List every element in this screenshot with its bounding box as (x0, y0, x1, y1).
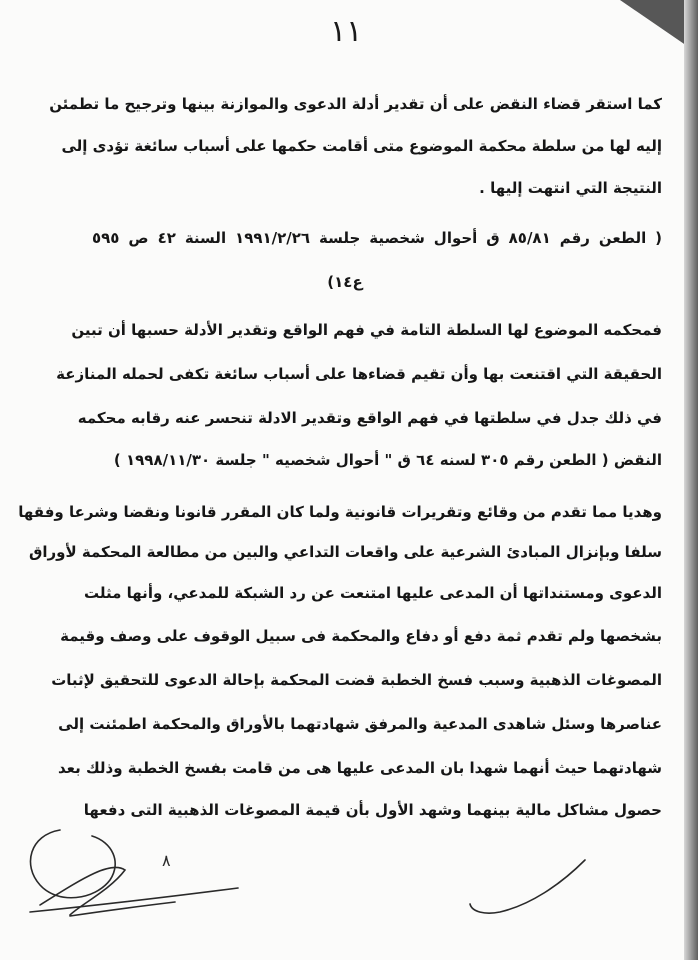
margin-mark: ٨ (162, 851, 171, 870)
text-line-10: بشخصها ولم تقدم ثمة دفع أو دفاع والمحكمة فى سبيل الوقوف على وصف وقيمة (60, 627, 662, 645)
citation-line-3: النقض ( الطعن رقم ٣٠٥ لسنه ٦٤ ق " أحوال شخصيه " جلسة ١٩٩٨/١١/٣٠ ) (113, 451, 662, 469)
citation-line-1: ( الطعن رقم ٨٥/٨١ ق أحوال شخصية جلسة ١٩٩١/٢/٢٦ السنة ٤٢ ص ٥٩٥ (92, 229, 663, 247)
right-signature (470, 860, 585, 913)
text-line-2: إليه لها من سلطة محكمة الموضوع متى أقامت حكمها على أسباب سائغة تؤدى إلى (61, 137, 662, 155)
text-line-1: كما استقر قضاء النقض على أن تقدير أدلة الدعوى والموازنة بينها وترجيح ما تطمئن (49, 95, 662, 113)
page-shadow-edge (684, 0, 698, 960)
text-line-6: في ذلك جدل في سلطتها في فهم الواقع وتقدير الادلة تنحسر عنه رقابه محكمه (77, 409, 662, 427)
left-signature (30, 830, 238, 916)
text-line-7: وهديا مما تقدم من وقائع وتقريرات قانونية ولما كان المقرر قانونا ونقضا وشرعا وفقها (18, 503, 662, 521)
page-number: ١١ (330, 14, 363, 49)
text-line-5: الحقيقة التي اقتنعت بها وأن تقيم قضاءها على أسباب سائغة تكفى لحمله المنازعة (56, 365, 662, 383)
text-line-13: شهادتهما حيث أنهما شهدا بان المدعى عليها هى من قامت بفسخ الخطبة وذلك بعد (57, 759, 662, 777)
text-line-9: الدعوى ومستنداتها أن المدعى عليها امتنعت عن رد الشبكة للمدعي، وأنها مثلت (84, 584, 662, 602)
text-line-4: فمحكمه الموضوع لها السلطة التامة في فهم الواقع وتقدير الأدلة حسبها أن تبين (71, 321, 662, 339)
text-line-8: سلفا وبإنزال المبادئ الشرعية على واقعات التداعي والبين من مطالعة المحكمة لأوراق (28, 543, 662, 561)
text-line-12: عناصرها وسئل شاهدى المدعية والمرفق شهادتهما بالأوراق والمحكمة اطمئنت إلى (58, 715, 662, 733)
text-line-14: حصول مشاكل مالية بينهما وشهد الأول بأن قيمة المصوغات الذهبية التى دفعها (83, 801, 662, 819)
paper-fold-corner (620, 0, 690, 48)
text-line-11: المصوغات الذهبية وسبب فسخ الخطبة قضت المحكمة بإحالة الدعوى للتحقيق لإثبات (51, 671, 662, 689)
citation-line-2: ع١٤) (327, 273, 363, 291)
text-line-3: النتيجة التي انتهت إليها . (479, 179, 662, 197)
